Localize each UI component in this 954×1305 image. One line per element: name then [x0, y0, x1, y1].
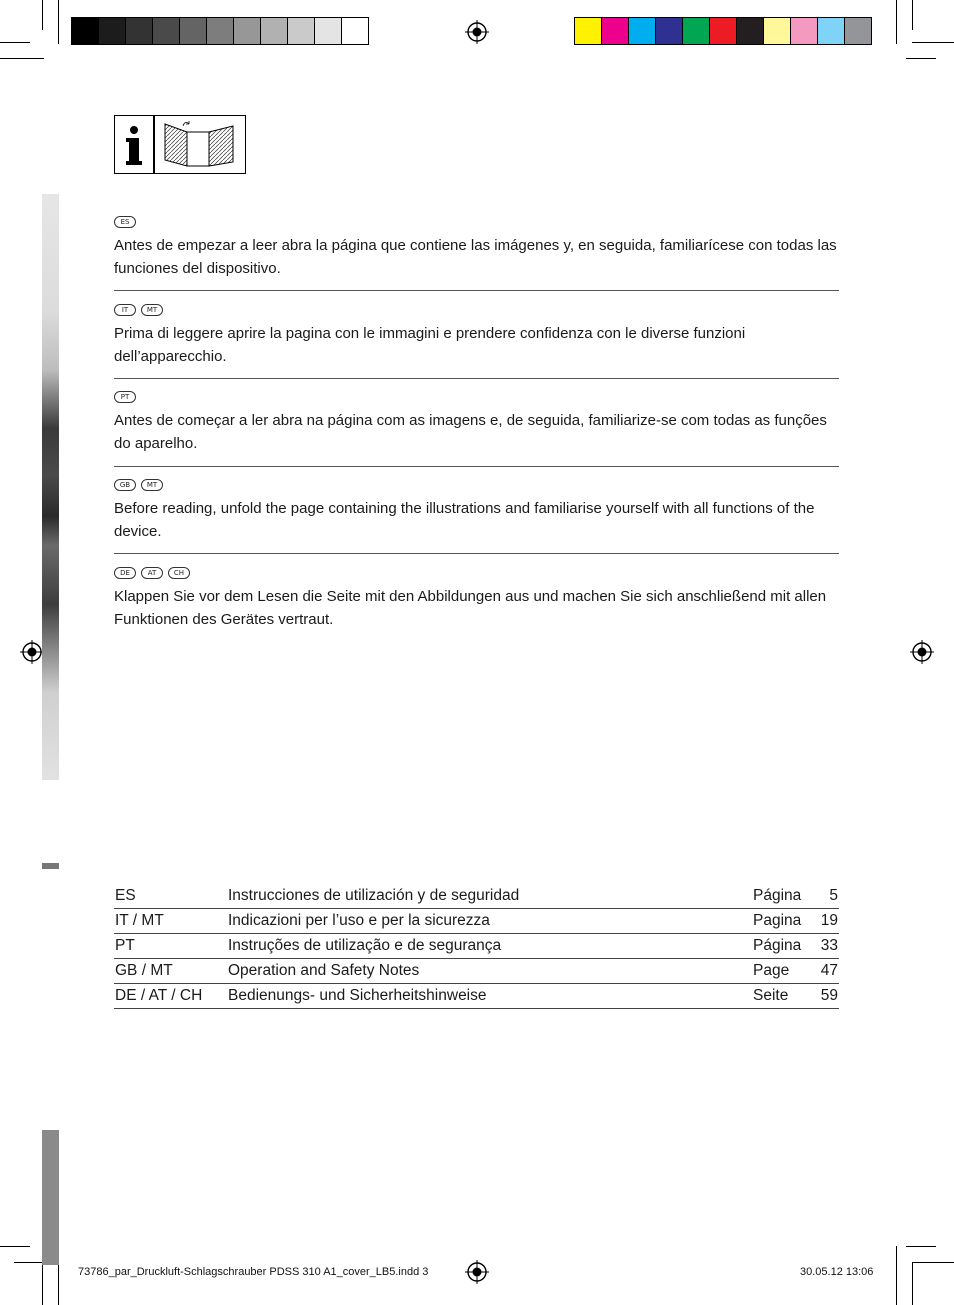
- crop-mark: [42, 0, 43, 30]
- color-swatch: [99, 18, 126, 44]
- section-text: Antes de empezar a leer abra la página que contiene las imágenes y, en seguida, familiarícese con todas las funciones del dispositivo.: [114, 237, 837, 277]
- language-badges: [114, 478, 839, 492]
- toc-page-number: 5: [829, 887, 838, 904]
- color-swatch: [180, 18, 207, 44]
- color-swatch: [764, 18, 791, 44]
- toc-language: GB / MT: [115, 962, 173, 979]
- unfold-page-icon: [154, 115, 246, 174]
- color-swatch: [737, 18, 764, 44]
- color-swatch: [818, 18, 845, 44]
- crop-mark: [42, 1262, 43, 1305]
- toc-page-label: Page: [753, 962, 790, 979]
- language-badge: MT: [141, 304, 163, 316]
- toc-page-number: 19: [820, 912, 838, 929]
- section-text: Before reading, unfold the page containing the illustrations and familiarise yourself with all functions of the device.: [114, 500, 815, 540]
- section-text: Prima di leggere aprire la pagina con le immagini e prendere confidenza con le diverse funzioni dell’apparecchio.: [114, 325, 746, 365]
- crop-mark: [912, 1262, 913, 1305]
- toc-page-number: 47: [820, 962, 838, 979]
- language-badge: ES: [114, 216, 136, 228]
- color-swatch: [683, 18, 710, 44]
- language-section: [114, 215, 839, 280]
- toc-row[interactable]: [114, 884, 839, 909]
- language-section: [114, 303, 839, 368]
- crop-mark: [0, 58, 44, 59]
- language-badges: [114, 566, 839, 580]
- toc-row[interactable]: [114, 909, 839, 934]
- color-swatch: [791, 18, 818, 44]
- language-badge: AT: [141, 567, 163, 579]
- color-swatch: [72, 18, 99, 44]
- color-swatch: [710, 18, 737, 44]
- toc-language: PT: [115, 937, 135, 954]
- toc-language: ES: [115, 887, 136, 904]
- crop-mark: [912, 42, 954, 43]
- language-badge: GB: [114, 479, 136, 491]
- toc-title: Instruções de utilização e de segurança: [228, 937, 502, 954]
- bleed-image-strip: [42, 194, 59, 780]
- language-badges: [114, 303, 839, 317]
- language-section: [114, 478, 839, 543]
- crop-mark: [896, 0, 897, 44]
- slug-datetime: 30.05.12 13:06: [800, 1266, 874, 1278]
- color-swatch: [234, 18, 261, 44]
- color-swatch: [315, 18, 342, 44]
- toc-page-label: Pagina: [753, 912, 802, 929]
- registration-mark-icon: [20, 640, 44, 664]
- language-section: [114, 566, 839, 631]
- section-text: Antes de começar a ler abra na página com as imagens e, de seguida, familiarize-se com todas as funções do aparelho.: [114, 412, 827, 452]
- section-divider: [114, 553, 839, 554]
- toc-page-label: Página: [753, 887, 802, 904]
- crop-mark: [912, 1262, 954, 1263]
- info-i-icon: [114, 115, 154, 174]
- toc-language: IT / MT: [115, 912, 164, 929]
- color-swatch: [126, 18, 153, 44]
- color-swatch: [845, 18, 871, 44]
- crop-mark: [906, 58, 936, 59]
- slug-filename: 73786_par_Druckluft-Schlagschrauber PDSS 310 A1_cover_LB5.indd 3: [78, 1266, 429, 1278]
- toc-page-label: Página: [753, 937, 802, 954]
- color-swatch: [602, 18, 629, 44]
- table-of-contents: [114, 884, 839, 1009]
- language-section: [114, 390, 839, 455]
- color-swatch: [656, 18, 683, 44]
- gray-ramp-bar: [71, 17, 369, 45]
- toc-title: Instrucciones de utilización y de seguridad: [228, 887, 520, 904]
- language-badge: MT: [141, 479, 163, 491]
- language-badge: DE: [114, 567, 136, 579]
- toc-page-number: 33: [820, 937, 838, 954]
- language-badge: IT: [114, 304, 136, 316]
- toc-title: Operation and Safety Notes: [228, 962, 420, 979]
- crop-mark: [0, 42, 30, 43]
- toc-row[interactable]: [114, 984, 839, 1009]
- crop-mark: [58, 0, 59, 44]
- toc-title: Bedienungs- und Sicherheitshinweise: [228, 987, 487, 1004]
- color-swatch: [153, 18, 180, 44]
- language-badge: PT: [114, 391, 136, 403]
- toc-title: Indicazioni per l’uso e per la sicurezza: [228, 912, 490, 929]
- language-badges: [114, 215, 839, 229]
- color-swatch: [342, 18, 368, 44]
- section-divider: [114, 466, 839, 467]
- color-swatch: [288, 18, 315, 44]
- color-swatch: [575, 18, 602, 44]
- language-badge: CH: [168, 567, 190, 579]
- section-divider: [114, 290, 839, 291]
- crop-mark: [896, 1246, 897, 1305]
- toc-row[interactable]: [114, 934, 839, 959]
- registration-mark-icon: [465, 20, 489, 44]
- crop-mark: [906, 1246, 936, 1247]
- color-swatch: [629, 18, 656, 44]
- bleed-image-strip: [42, 863, 59, 869]
- bleed-image-strip: [42, 1130, 59, 1265]
- registration-mark-icon: [910, 640, 934, 664]
- color-swatch: [207, 18, 234, 44]
- toc-page-number: 59: [820, 987, 838, 1004]
- crop-mark: [912, 0, 913, 30]
- section-divider: [114, 378, 839, 379]
- toc-row[interactable]: [114, 959, 839, 984]
- toc-language: DE / AT / CH: [115, 987, 203, 1004]
- registration-mark-icon: [465, 1260, 489, 1284]
- toc-page-label: Seite: [753, 987, 789, 1004]
- section-text: Klappen Sie vor dem Lesen die Seite mit den Abbildungen aus und machen Sie sich anschließend mit allen Funktionen des Gerätes vertraut.: [114, 588, 827, 628]
- crop-mark: [0, 1246, 30, 1247]
- process-color-bar: [574, 17, 872, 45]
- color-swatch: [261, 18, 288, 44]
- language-badges: [114, 390, 839, 404]
